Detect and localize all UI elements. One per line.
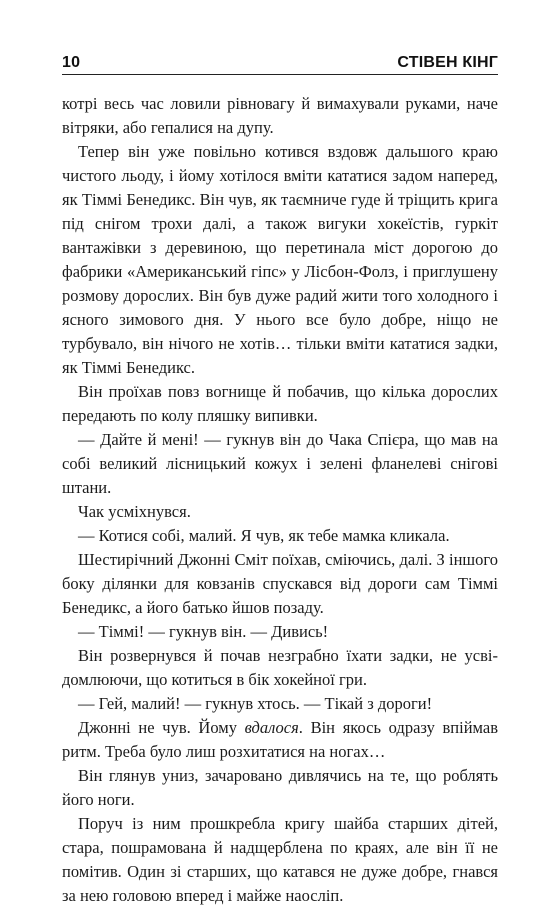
header-rule: [62, 74, 498, 75]
paragraph-4: — Дайте й мені! — гукнув він до Чака Спієра, що мав на собі великий лісницький кожух і зелені фланелеві снігові штани.: [62, 430, 498, 497]
paragraph-9: Він розвернувся й почав незграбно їхати задки, не усвідомлюючи, що котиться в бік хокейної гри.: [62, 646, 498, 689]
running-head: [62, 44, 498, 72]
paragraph-3: Він проїхав повз вогнище й побачив, що кілька дорослих передають по колу пляшку випивки.: [62, 382, 498, 425]
paragraph-11: [62, 716, 498, 764]
paragraph-11-italic: вдалося: [244, 718, 299, 737]
paragraph-11-after: . Він якось одразу впіймав ритм. Треба було лиш розхитатися на ногах…: [62, 718, 498, 761]
paragraph-8: — Тіммі! — гукнув він. — Дивись!: [78, 622, 329, 641]
paragraph-7: Шестирічний Джонні Сміт поїхав, сміючись, далі. З іншого боку ділянки для ковзанів спускався від дороги сам Тіммі Бенедикс, а його батько йшов позаду.: [62, 550, 498, 617]
body-text: [62, 92, 498, 908]
paragraph-11-before: Джонні не чув. Йому: [78, 718, 245, 737]
paragraph-5: Чак усміхнувся.: [78, 502, 191, 521]
paragraph-1: котрі весь час ловили рівновагу й вимахували руками, наче вітряки, або гепалися на дупу.: [62, 94, 498, 137]
paragraph-10: — Гей, малий! — гукнув хтось. — Тікай з дороги!: [78, 694, 433, 713]
paragraph-13: Поруч із ним прошкребла кригу шайба старших дітей, стара, пошрамована й надщерблена по краях, але він її не помітив. Один зі старших, що катався не дуже добре, гнався за нею головою вперед і майже наосліп.: [62, 814, 498, 905]
paragraph-6: — Котися собі, малий. Я чув, як тебе мамка кликала.: [78, 526, 450, 545]
running-head-author: СТІВЕН КІНГ: [397, 54, 498, 71]
paragraph-2: Тепер він уже повільно котився вздовж дальшого краю чистого льоду, і йому хотілося вміти кататися задом наперед, як Тіммі Бенедикс. Він чув, як таємниче гуде й тріщить крига під снігом трохи далі, а також вигуки хокеїстів, гуркіт вантажівки з деревиною, що перетинала міст дорогою до фабрики «Американський гіпс» у Лісбон-Фолз, і приглушену розмову дорослих. Він був дуже радий жити того холодного і ясного зимового дня. У нього все було добре, ніщо не турбувало, він нічого не хотів… тільки вміти кататися задки, як Тіммі Бенедикс.: [62, 142, 498, 377]
paragraph-12: Він глянув униз, зачаровано дивлячись на те, що роблять його ноги.: [62, 766, 498, 809]
page-number: 10: [62, 54, 81, 71]
